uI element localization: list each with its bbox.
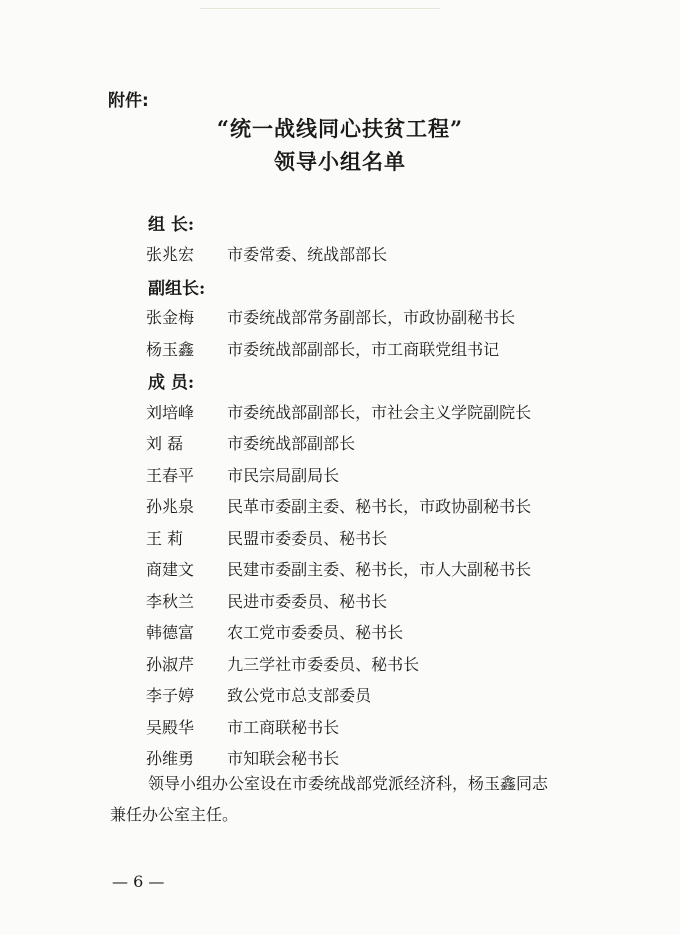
member-row [146,400,531,428]
member-name: 孙淑芹 [146,655,195,674]
member-row [146,431,355,459]
member-title: 民进市委委员、秘书长 [227,592,388,611]
member-name: 刘 磊 [146,434,184,453]
member-row [146,242,387,270]
attachment-label: 附件: [108,91,149,111]
member-row [146,526,387,554]
document-title-line-1: “统一战线同心扶贫工程” [216,116,464,141]
member-name: 吴殿华 [146,718,195,737]
member-title: 市知联会秘书长 [227,749,340,768]
member-row [146,589,387,617]
member-title: 市委统战部副部长，市工商联党组书记 [227,340,500,359]
member-title: 市委统战部常务副部长，市政协副秘书长 [227,308,516,327]
member-name: 孙兆泉 [146,497,195,516]
member-name: 张金梅 [146,308,195,327]
member-title: 市委统战部副部长 [227,434,356,453]
member-row [146,557,531,585]
member-name: 张兆宏 [146,245,195,264]
member-row [146,652,419,680]
member-title: 致公党市总支部委员 [227,686,372,705]
member-row [146,305,515,333]
member-title: 农工党市委委员、秘书长 [227,623,404,642]
section-heading-leader: 组 长: [148,215,195,235]
member-title: 市委统战部副部长，市社会主义学院副院长 [227,403,532,422]
member-title: 民革市委副主委、秘书长，市政协副秘书长 [227,497,532,516]
member-title: 市委常委、统战部部长 [227,245,388,264]
member-row [146,494,531,522]
member-title: 民建市委副主委、秘书长，市人大副秘书长 [227,560,532,579]
page-number: — 6 — [112,872,165,891]
member-name: 商建文 [146,560,195,579]
member-title: 民盟市委委员、秘书长 [227,529,388,548]
member-title: 市民宗局副局长 [227,466,340,485]
member-name: 李子婷 [146,686,195,705]
member-row [146,620,403,648]
member-name: 李秋兰 [146,592,195,611]
member-name: 杨玉鑫 [146,340,195,359]
member-title: 市工商联秘书长 [227,718,340,737]
member-row [146,463,339,491]
section-heading-members: 成 员: [148,373,195,393]
member-title: 九三学社市委委员、秘书长 [227,655,420,674]
member-name: 刘培峰 [146,403,195,422]
member-name: 王春平 [146,466,195,485]
member-row [146,683,371,711]
member-row [146,715,339,743]
member-name: 王 莉 [146,529,184,548]
member-name: 韩德富 [146,623,195,642]
section-heading-deputy-leader: 副组长: [148,279,206,299]
office-note-line-2: 兼任办公室主任。 [110,805,239,824]
document-title-line-2: 领导小组名单 [274,149,406,174]
header-rule [200,8,440,9]
member-row [146,337,499,365]
office-note-line-1: 领导小组办公室设在市委统战部党派经济科，杨玉鑫同志 [148,774,549,793]
member-name: 孙维勇 [146,749,195,768]
